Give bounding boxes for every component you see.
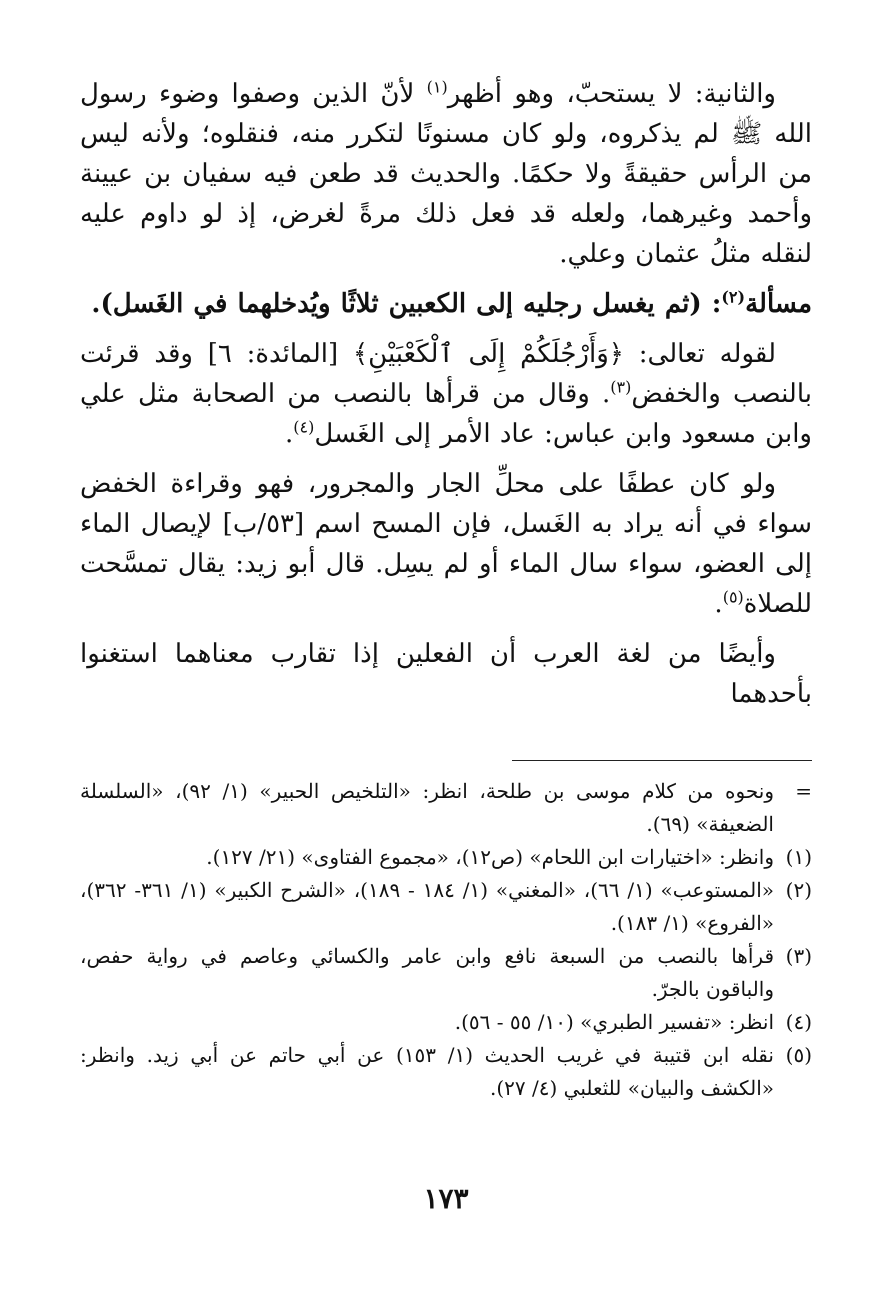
footnote (80, 874, 812, 940)
footnote-divider (512, 760, 812, 761)
footnote-marker: (٢) (785, 878, 812, 902)
footnote-text: ونحوه من كلام موسى بن طلحة، انظر: «التلخيص الحبير» (١/ ٩٢)، «السلسلة الضعيفة» (٦٩). (80, 779, 774, 836)
text-run: وأيضًا من لغة العرب أن الفعلين إذا تقارب معناهما استغنوا بأحدهما (80, 639, 812, 709)
main-text (80, 74, 812, 714)
footnote-ref[interactable]: (٢) (721, 287, 746, 307)
footnote (80, 841, 812, 874)
masala-label: مسألة (745, 289, 812, 319)
text-run: والثانية: لا يستحبّ، وهو أظهر (447, 79, 776, 109)
footnote (80, 1006, 812, 1039)
text-run: . (284, 419, 294, 449)
paragraph-1 (80, 74, 812, 274)
footnote-ref[interactable]: (١) (426, 77, 448, 97)
page-number: ١٧٣ (423, 1182, 469, 1215)
text-run: لقوله تعالى: ﴿وَأَرْجُلَكُمْ إِلَى ٱلْكَعْبَيْنِ﴾ [المائدة: ٦] وقد قرئت بالنصب والخفض (80, 339, 812, 409)
footnote-marker: (١) (785, 845, 812, 869)
footnote-marker: (٣) (785, 944, 812, 968)
text-run: . (714, 589, 723, 619)
footnote-text: «المستوعب» (١/ ٦٦)، «المغني» (١/ ١٨٤ - ١٨٩)، «الشرح الكبير» (١/ ٣٦١- ٣٦٢)، «الفروع» (١/ ١٨٣). (80, 878, 774, 935)
masala-heading (80, 284, 812, 324)
footnote-text: قرأها بالنصب من السبعة نافع وابن عامر والكسائي وعاصم في رواية حفص، والباقون بالجرّ. (80, 944, 774, 1001)
footnote-marker: = (795, 779, 812, 803)
footnote-marker: (٤) (785, 1010, 812, 1034)
footnotes (80, 775, 812, 1105)
paragraph-5 (80, 634, 812, 714)
footnote (80, 775, 812, 841)
footnote (80, 940, 812, 1006)
footnote-text: وانظر: «اختيارات ابن اللحام» (ص١٢)، «مجموع الفتاوى» (٢١/ ١٢٧). (206, 845, 774, 869)
footnote-ref[interactable]: (٣) (610, 377, 632, 397)
paragraph-4 (80, 464, 812, 624)
text-run: ولو كان عطفًا على محلِّ الجار والمجرور، فهو وقراءة الخفض سواء في أنه يراد به الغَسل، فإن المسح اسم [٥٣/ب] لإيصال الماء إلى العضو، سواء سال الماء أو لم يسِل. قال أبو زيد: يقال تمسَّحت للصلاة (80, 469, 812, 619)
text-run: لأنّ الذين وصفوا وضوء رسول الله ﷺ لم يذكروه، ولو كان مسنونًا لتكرر منه، فنقلوه؛ ولأنه ليس من الرأس حقيقةً ولا حكمًا. والحديث قد طعن فيه سفيان بن عيينة وأحمد وغيرهما، ولعله قد فعل ذلك مرةً لغرض، إذ لو داوم عليه لنقله مثلُ عثمان وعلي. (80, 79, 812, 269)
text-run: . وقال من قرأها بالنصب من الصحابة مثل علي وابن مسعود وابن عباس: عاد الأمر إلى الغَسل (80, 379, 812, 449)
footnote-text: نقله ابن قتيبة في غريب الحديث (١/ ١٥٣) عن أبي حاتم عن أبي زيد. وانظر: «الكشف والبيان» للثعلبي (٤/ ٢٧). (80, 1043, 774, 1100)
footnote (80, 1039, 812, 1105)
footnote-text: انظر: «تفسير الطبري» (١٠/ ٥٥ - ٥٦). (454, 1010, 774, 1034)
footnote-ref[interactable]: (٤) (293, 417, 315, 437)
footnote-marker: (٥) (785, 1043, 812, 1067)
paragraph-3 (80, 334, 812, 454)
footnote-ref[interactable]: (٥) (722, 587, 744, 607)
masala-text: : (ثم يغسل رجليه إلى الكعبين ثلاثًا ويُدخلهما في الغَسل). (91, 289, 722, 319)
